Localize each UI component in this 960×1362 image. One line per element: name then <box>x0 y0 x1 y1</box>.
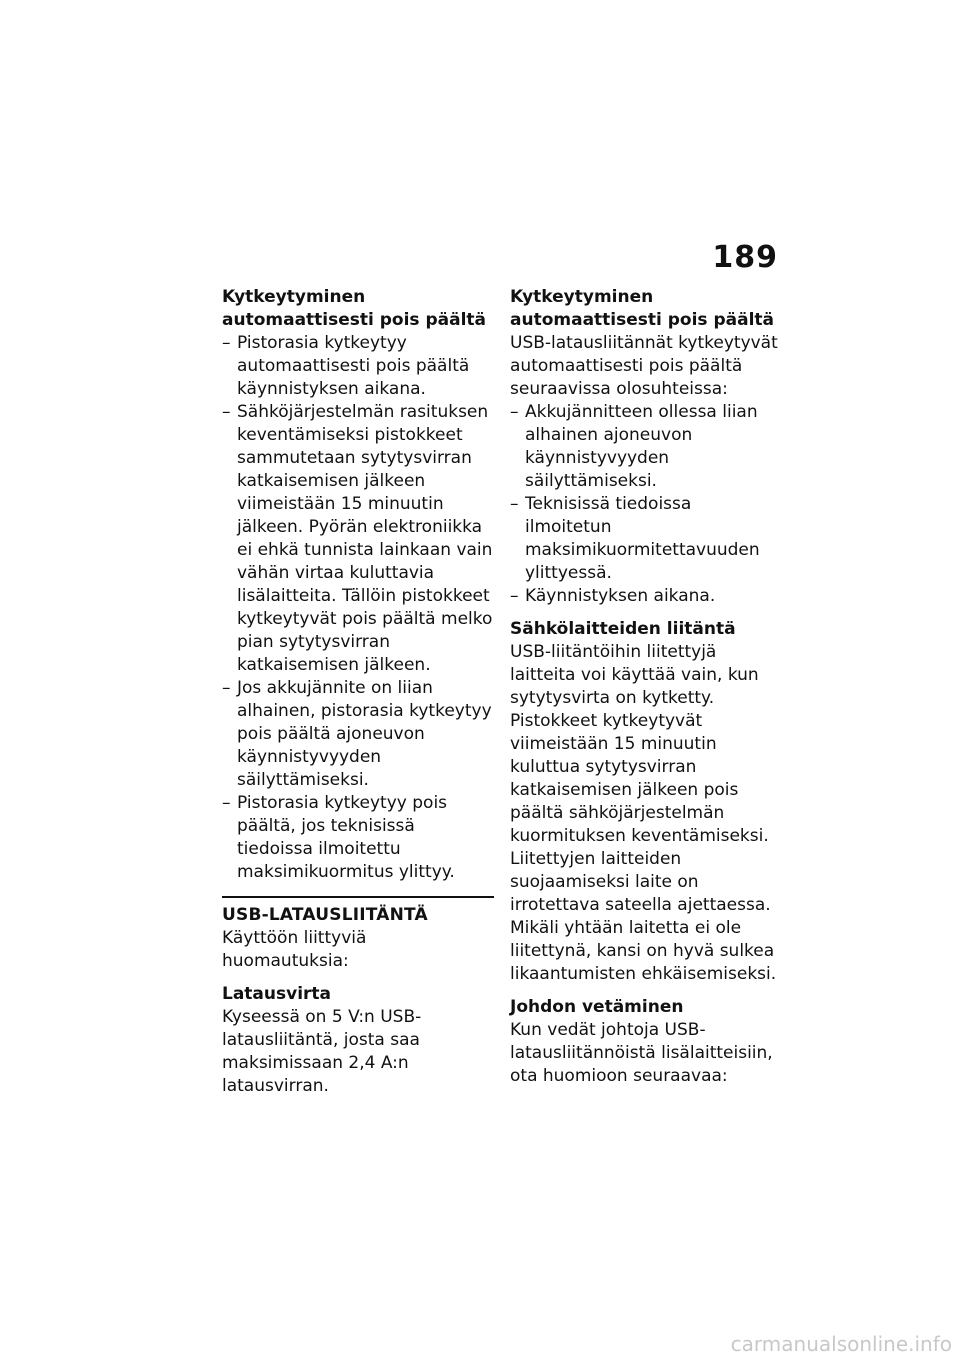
charging-current-heading: Latausvirta <box>222 984 332 1004</box>
watermark: carmanualsonline.info <box>730 1332 952 1356</box>
devices-paragraph: USB-liitäntöihin liitettyjä laitteita voi käyttää vain, kun sytytysvirta on kytketty. Pistokkeet kytkeytyvät viimeistään 15 minuutin kuluttua sytytysvirran katkaisemisen jälkeen pois päältä sähköjärjestelmän kuormituksen keventämiseksi. <box>510 642 769 846</box>
list-item: – Pistorasia kytkeytyy automaattisesti pois päältä käynnistyksen aikana. <box>222 332 494 401</box>
list-item: – Pistorasia kytkeytyy pois päältä, jos teknisissä tiedoissa ilmoitettu maksimikuormitus ylittyy. <box>222 792 494 884</box>
auto-off-list-left <box>222 332 494 884</box>
page-number: 189 <box>712 240 778 275</box>
list-item: – Käynnistyksen aikana. <box>510 585 782 608</box>
section-divider <box>222 896 494 927</box>
auto-off-heading-right: Kytkeytyminen automaattisesti pois päältä <box>510 287 775 330</box>
usb-intro: Käyttöön liittyviä huomautuksia: <box>222 928 367 971</box>
list-item: – Sähköjärjestelmän rasituksen keventämiseksi pistokkeet sammutetaan sytytysvirran katkaisemisen jälkeen viimeistään 15 minuutin jälkeen. Pyörän elektroniikka ei ehkä tunnista lainkaan vain vähän virtaa kuluttavia lisälaitteita. Tällöin pistokkeet kytkeytyvät pois päältä melko pian sytytysvirran katkaisemisen jälkeen. <box>222 401 494 677</box>
devices-heading: Sähkölaitteiden liitäntä <box>510 619 736 639</box>
auto-off-heading-left: Kytkeytyminen automaattisesti pois päältä <box>222 287 487 330</box>
charging-current-text: Kyseessä on 5 V:n USB-latausliitäntä, josta saa maksimissaan 2,4 A:n latausvirran. <box>222 1007 422 1096</box>
list-item: – Akkujännitteen ollessa liian alhainen ajoneuvon käynnistyvyyden säilyttämiseksi. <box>510 401 782 493</box>
left-column <box>222 286 494 1098</box>
devices-paragraph: Mikäli yhtään laitetta ei ole liitettynä, kansi on hyvä sulkea likaantumisten ehkäisemiseksi. <box>510 918 777 984</box>
usb-section-title: USB-LATAUSLIITÄNTÄ <box>222 905 428 925</box>
auto-off-intro: USB-latausliitännät kytkeytyvät automaattisesti pois päältä seuraavissa olosuhteissa: <box>510 333 778 399</box>
cable-heading: Johdon vetäminen <box>510 997 684 1017</box>
list-item: – Jos akkujännite on liian alhainen, pistorasia kytkeytyy pois päältä ajoneuvon käynnistyvyyden säilyttämiseksi. <box>222 677 494 792</box>
auto-off-list-right <box>510 401 782 608</box>
right-column <box>510 286 782 1088</box>
devices-paragraph: Liitettyjen laitteiden suojaamiseksi laite on irrotettava sateella ajettaessa. <box>510 849 771 915</box>
cable-text: Kun vedät johtoja USB-latausliitännöistä lisälaitteisiin, ota huomioon seuraavaa: <box>510 1020 773 1086</box>
list-item: – Teknisissä tiedoissa ilmoitetun maksimikuormitettavuuden ylittyessä. <box>510 493 782 585</box>
